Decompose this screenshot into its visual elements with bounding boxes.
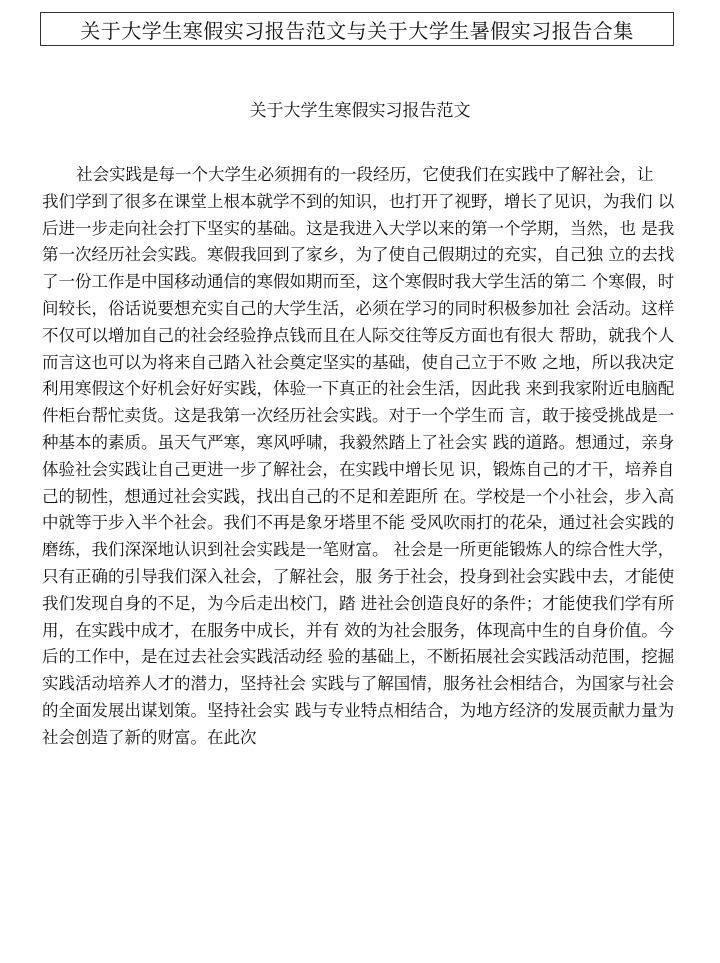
text-line: 中就等于步入半个社会。我们不再是象牙塔里不能 受风吹雨打的花朵，通过社会实践的 — [42, 513, 675, 533]
text-line: 间较长，俗话说要想充实自己的大学生活，必须在学习的同时积极参加社 会活动。这样 — [42, 298, 675, 318]
text-line: 我们发现自身的不足，为今后走出校门，踏 进社会创造良好的条件；才能使我们学有所 — [42, 593, 675, 613]
text-line: 种基本的素质。虽天气严寒，寒风呼啸，我毅然踏上了社会实 践的道路。想通过，亲身 — [42, 432, 675, 452]
text-line: 后进一步走向社会打下坚实的基础。这是我进入大学以来的第一个学期，当然，也 是我 — [42, 218, 675, 238]
text-line: 不仅可以增加自己的社会经验挣点钱而且在人际交往等反方面也有很大 帮助，就我个人 — [42, 325, 675, 345]
text-line: 第一次经历社会实践。寒假我回到了家乡，为了使自己假期过的充实，自己独 立的去找 — [42, 245, 675, 265]
text-line: 后的工作中，是在过去社会实践活动经 验的基础上，不断拓展社会实践活动范围，挖掘 — [42, 647, 675, 667]
section-title: 关于大学生寒假实习报告范文 — [249, 101, 471, 121]
document-header-title: 关于大学生寒假实习报告范文与关于大学生暑假实习报告合集 — [40, 12, 674, 46]
text-line: 磨练，我们深深地认识到社会实践是一笔财富。 社会是一所更能锻炼人的综合性大学， — [42, 540, 675, 560]
text-line: 社会创造了新的财富。在此次 — [42, 727, 257, 747]
text-line: 己的韧性，想通过社会实践，找出自己的不足和差距所 在。学校是一个小社会，步入高 — [42, 486, 675, 506]
text-line: 的全面发展出谋划策。坚持社会实 践与专业特点相结合，为地方经济的发展贡献力量为 — [42, 700, 675, 720]
body-paragraph — [42, 162, 678, 752]
text-line: 件柜台帮忙卖货。这是我第一次经历社会实践。对于一个学生而 言，敢于接受挑战是一 — [42, 406, 675, 426]
text-line: 体验社会实践让自己更进一步了解社会，在实践中增长见 识，锻炼自己的才干，培养自 — [42, 459, 675, 479]
text-line: 实践活动培养人才的潜力，坚持社会 实践与了解国情，服务社会相结合，为国家与社会 — [42, 674, 675, 694]
text-line: 我们学到了很多在课堂上根本就学不到的知识，也打开了视野，增长了见识，为我们 以 — [42, 191, 675, 211]
text-line: 只有正确的引导我们深入社会，了解社会，服 务于社会，投身到社会实践中去，才能使 — [42, 566, 675, 586]
text-line: 了一份工作是中国移动通信的寒假如期而至，这个寒假时我大学生活的第二 个寒假，时 — [42, 272, 675, 292]
text-line: 用，在实践中成才，在服务中成长，并有 效的为社会服务，体现高中生的自身价值。今 — [42, 620, 675, 640]
text-line: 而言这也可以为将来自己踏入社会奠定坚实的基础，使自己立于不败 之地，所以我决定 — [42, 352, 675, 372]
text-line: 利用寒假这个好机会好好实践，体验一下真正的社会生活，因此我 来到我家附近电脑配 — [42, 379, 675, 399]
text-line: 社会实践是每一个大学生必须拥有的一段经历，它使我们在实践中了解社会，让 — [76, 165, 654, 184]
